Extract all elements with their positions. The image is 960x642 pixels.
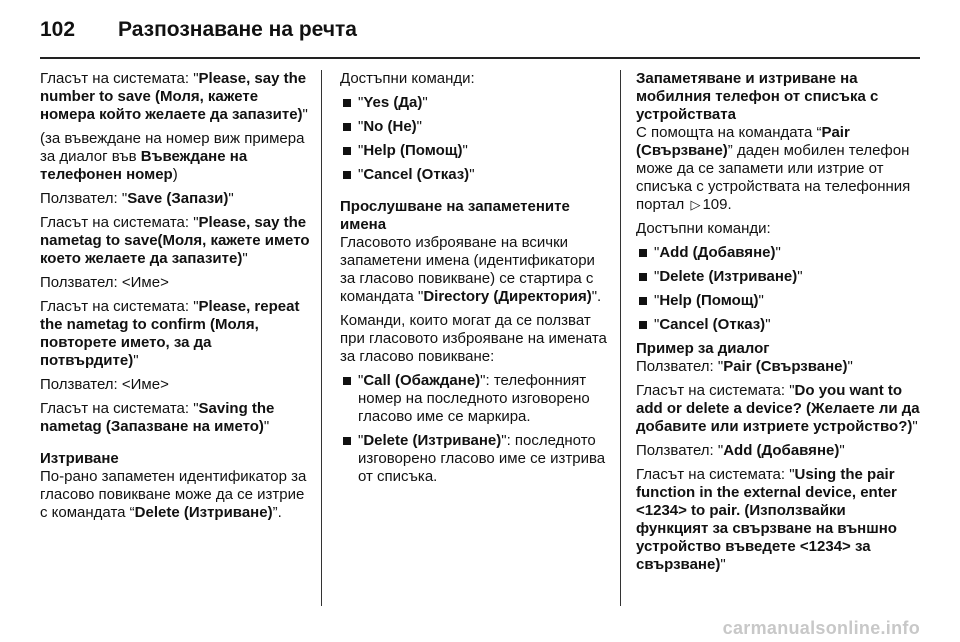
list-item: "Cancel (Отказ)" — [636, 316, 920, 334]
paragraph: По-рано запаметен идентификатор за гласово повикване може да се изтрие с командата “Delete (Изтриване)”. — [40, 468, 307, 521]
paragraph: Достъпни команди: — [340, 70, 475, 87]
section-heading-store: Запаметяване и изтриване на мобилния телефон от списъка с устройствата — [636, 70, 879, 123]
page-number: 102 — [40, 18, 76, 41]
command-list — [340, 94, 612, 184]
list-item: "Delete (Изтриване)" — [636, 268, 920, 286]
command-list — [636, 244, 920, 334]
column-2 — [340, 70, 612, 492]
page-header — [40, 18, 920, 58]
list-item: "Delete (Изтриване)": последното изговорено гласово име се изтрива от списъка. — [340, 432, 612, 486]
paragraph: (за въвеждане на номер виж примера за диалог във Въвеждане на телефонен номер) — [40, 130, 305, 183]
paragraph: Ползвател: <Име> — [40, 376, 169, 393]
paragraph: Ползвател: "Add (Добавяне)" — [636, 442, 845, 459]
paragraph: Гласът на системата: "Saving the nametag (Запазване на името)" — [40, 400, 275, 435]
section-heading-listen: Прослушване на запаметените имена — [340, 198, 570, 233]
paragraph: Гласът на системата: "Do you want to add or delete a device? (Желаете ли да добавите или изтриете устройство?)" — [636, 382, 920, 435]
list-item: "Help (Помощ)" — [636, 292, 920, 310]
command-list — [340, 372, 612, 486]
paragraph: Гласът на системата: "Please, repeat the nametag to confirm (Моля, повторете името, за да потвърдите)" — [40, 298, 300, 369]
paragraph: Ползвател: <Име> — [40, 274, 169, 291]
list-item: "Help (Помощ)" — [340, 142, 612, 160]
section-heading-example: Пример за диалог — [636, 340, 770, 357]
paragraph: Ползвател: "Save (Запази)" — [40, 190, 234, 207]
paragraph: Достъпни команди: — [636, 220, 771, 237]
list-item: "Call (Обаждане)": телефонният номер на последното изговорено гласово име се маркира. — [340, 372, 612, 426]
page-reference: 109. — [702, 196, 732, 213]
column-1 — [40, 70, 312, 528]
header-rule — [40, 57, 920, 59]
paragraph: Команди, които могат да се ползват при гласовото изброяване на имената за гласово повикване: — [340, 312, 607, 365]
list-item: "No (Не)" — [340, 118, 612, 136]
paragraph: Ползвател: "Pair (Свързване)" — [636, 358, 853, 375]
paragraph: Гласът на системата: "Please, say the nametag to save(Моля, кажете името което желаете да запазите)" — [40, 214, 310, 267]
reference-arrow-icon: ▷ — [690, 197, 701, 212]
page-title: Разпознаване на речта — [118, 18, 357, 41]
paragraph: Гласът на системата: "Please, say the number to save (Моля, кажете номера който желаете да запазите)" — [40, 70, 308, 123]
column-divider-2 — [620, 70, 621, 606]
list-item: "Add (Добавяне)" — [636, 244, 920, 262]
column-divider-1 — [321, 70, 322, 606]
list-item: "Cancel (Отказ)" — [340, 166, 612, 184]
column-3 — [636, 70, 920, 580]
list-item: "Yes (Да)" — [340, 94, 612, 112]
section-heading-delete: Изтриване — [40, 450, 119, 467]
paragraph: Гласът на системата: "Using the pair function in the external device, enter <1234> to pair. (Използвайки функцият за свързване на външно устройство въведете <1234> за свързване)" — [636, 466, 897, 573]
watermark: carmanualsonline.info — [722, 618, 920, 638]
section-reference: Въвеждане на телефонен номер — [40, 148, 248, 183]
paragraph: Гласовото изброяване на всички запаметени имена (идентификатори за гласово повикване) се стартира с командата "Directory (Директория)". — [340, 234, 602, 305]
paragraph: С помощта на командата “Pair (Свързване)” даден мобилен телефон може да се запамети или изтрие от списъка с устройствата на телефонния портал ▷ 109. — [636, 124, 911, 213]
